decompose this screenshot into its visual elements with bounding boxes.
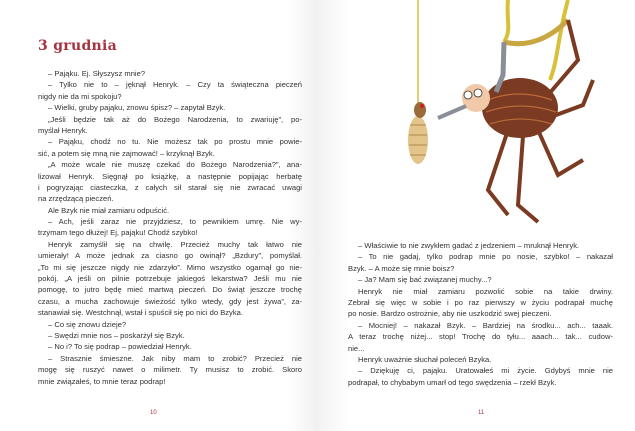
spider-and-fly-illustration	[408, 0, 635, 232]
text-line: – Mocniej! – nakazał Bzyk. – Bardziej na środku... ach... taaak.	[358, 320, 613, 330]
text-line: pokój. „A jeśli on pilnie potrzebuje jakiegoś lekarstwa? Jeśli mu nie	[38, 274, 302, 284]
text-line: na zrzędzącą pieczeń.	[38, 194, 114, 204]
right-page-text	[348, 240, 613, 388]
text-line: nigdy nie da mi spokoju?	[38, 91, 122, 101]
text-line: – Dziękuję ci, pająku. Uratowałeś mi życie. Gdybyś mnie nie	[358, 366, 613, 376]
text-line: – Ja? Mam się bać związanej muchy...?	[358, 275, 492, 285]
text-line: – Strasznie śmieszne. Jak niby mam to zrobić? Przecież nie	[48, 353, 302, 363]
text-line: Bzyk. – A może się mnie boisz?	[348, 263, 455, 273]
text-line: – Tylko nie to – jęknął Henryk. – Czy ta świąteczna pieczeń	[48, 80, 302, 90]
text-line: i pogryzając ciasteczka, z całych sił starał się nie zwracać uwagi	[38, 182, 302, 192]
text-line: sić, a potem się mną nie zajmować! – krzyknął Bzyk.	[38, 148, 215, 158]
text-line: – Wielki, gruby pająku, znowu śpisz? – zapytał Bzyk.	[48, 103, 226, 113]
text-line: A teraz trochę niżej... stop! Trochę do tyłu... aaach... tak... cudow-	[348, 332, 613, 342]
text-line: czasu, a mucha zachowuje świeżość tylko wtedy, gdy jest żywa”, za-	[38, 296, 302, 306]
text-line: – Co się znowu dzieje?	[48, 319, 127, 329]
fly-bzyk-icon	[408, 0, 428, 164]
text-line: mogę się ruszyć nawet o milimetr. Ty musisz to zrobić. Skoro	[38, 365, 302, 375]
text-line: stanawiał się. Westchnął, wstał i spuścił się po nici do Bzyka.	[38, 308, 243, 318]
text-line: pomogę, to jutro będę mieć martwą pieczeń. Do świąt jeszcze trochę	[38, 285, 302, 295]
spider-henryk-icon	[438, 20, 593, 222]
text-line: Ale Bzyk nie miał zamiaru odpuścić.	[48, 205, 170, 215]
text-line: nie...	[348, 343, 365, 353]
text-line: Henryk uważnie słuchał poleceń Bzyka.	[358, 354, 492, 364]
text-line: „A może wcale nie muszę czekać do Bożego Narodzenia?”, ana-	[48, 160, 302, 170]
text-line: Henryk nie miał zamiaru pozwolić sobie na takie drwiny.	[358, 286, 613, 296]
text-line: – Swędzi mnie nos – poskarżył się Bzyk.	[48, 330, 185, 340]
text-line: – Pająku. Ej. Słyszysz mnie?	[48, 69, 146, 78]
text-line: – Ach, jeśli zaraz nie przyjdziesz, to pewnikiem umrę. Nie wy-	[48, 217, 302, 227]
text-line: umierały! A może jednak za ciasno go owinął? „Bzdury”, pomyślał.	[38, 251, 302, 261]
text-line: Zebrał się więc w sobie i po raz pierwszy w życiu podrapał muchę	[348, 297, 613, 307]
text-line: – No i? To się podrap – powiedział Henryk.	[48, 342, 192, 352]
left-page-text	[38, 68, 302, 387]
page-number-left: 10	[150, 410, 157, 416]
text-line: lizował Henryk. Sięgnął po książkę, a następnie popijając herbatę	[38, 171, 302, 181]
page-number-right: 11	[478, 410, 485, 416]
text-line: „To mi się jeszcze nigdy nie zdarzyło”. Mimo wszystko ogarnął go nie-	[38, 262, 302, 272]
right-page	[318, 0, 635, 431]
text-line: – Pająku, chodź no tu. Nie możesz tak po prostu mnie powie-	[48, 137, 302, 147]
text-line: podrapał, to chybabym umarł od tego swędzenia – rzekł Bzyk.	[348, 377, 557, 387]
text-line: Henryk zamyślił się na chwilę. Przecież muchy tak łatwo nie	[48, 239, 302, 249]
text-line: – Właściwie to nie zwykłem gadać z jedzeniem – mruknął Henryk.	[358, 241, 580, 250]
text-line: – To nie gadaj, tylko podrap mnie po nosie, szybko! – nakazał	[358, 252, 613, 262]
text-line: myślał Henryk.	[38, 125, 88, 135]
text-line: „Jeśli będzie tak aż do Bożego Narodzenia, to zwariuję”, po-	[48, 114, 302, 124]
chapter-title: 3 grudnia	[38, 38, 118, 54]
text-line: trzymam tego dłużej! Ej, pająku! Chodź szybko!	[38, 228, 198, 238]
text-line: po nosie. Bardzo ostrożnie, aby nie uszkodzić swej pieczeni.	[348, 309, 552, 319]
text-line: mnie związałeś, to mnie teraz podrap!	[38, 376, 166, 386]
